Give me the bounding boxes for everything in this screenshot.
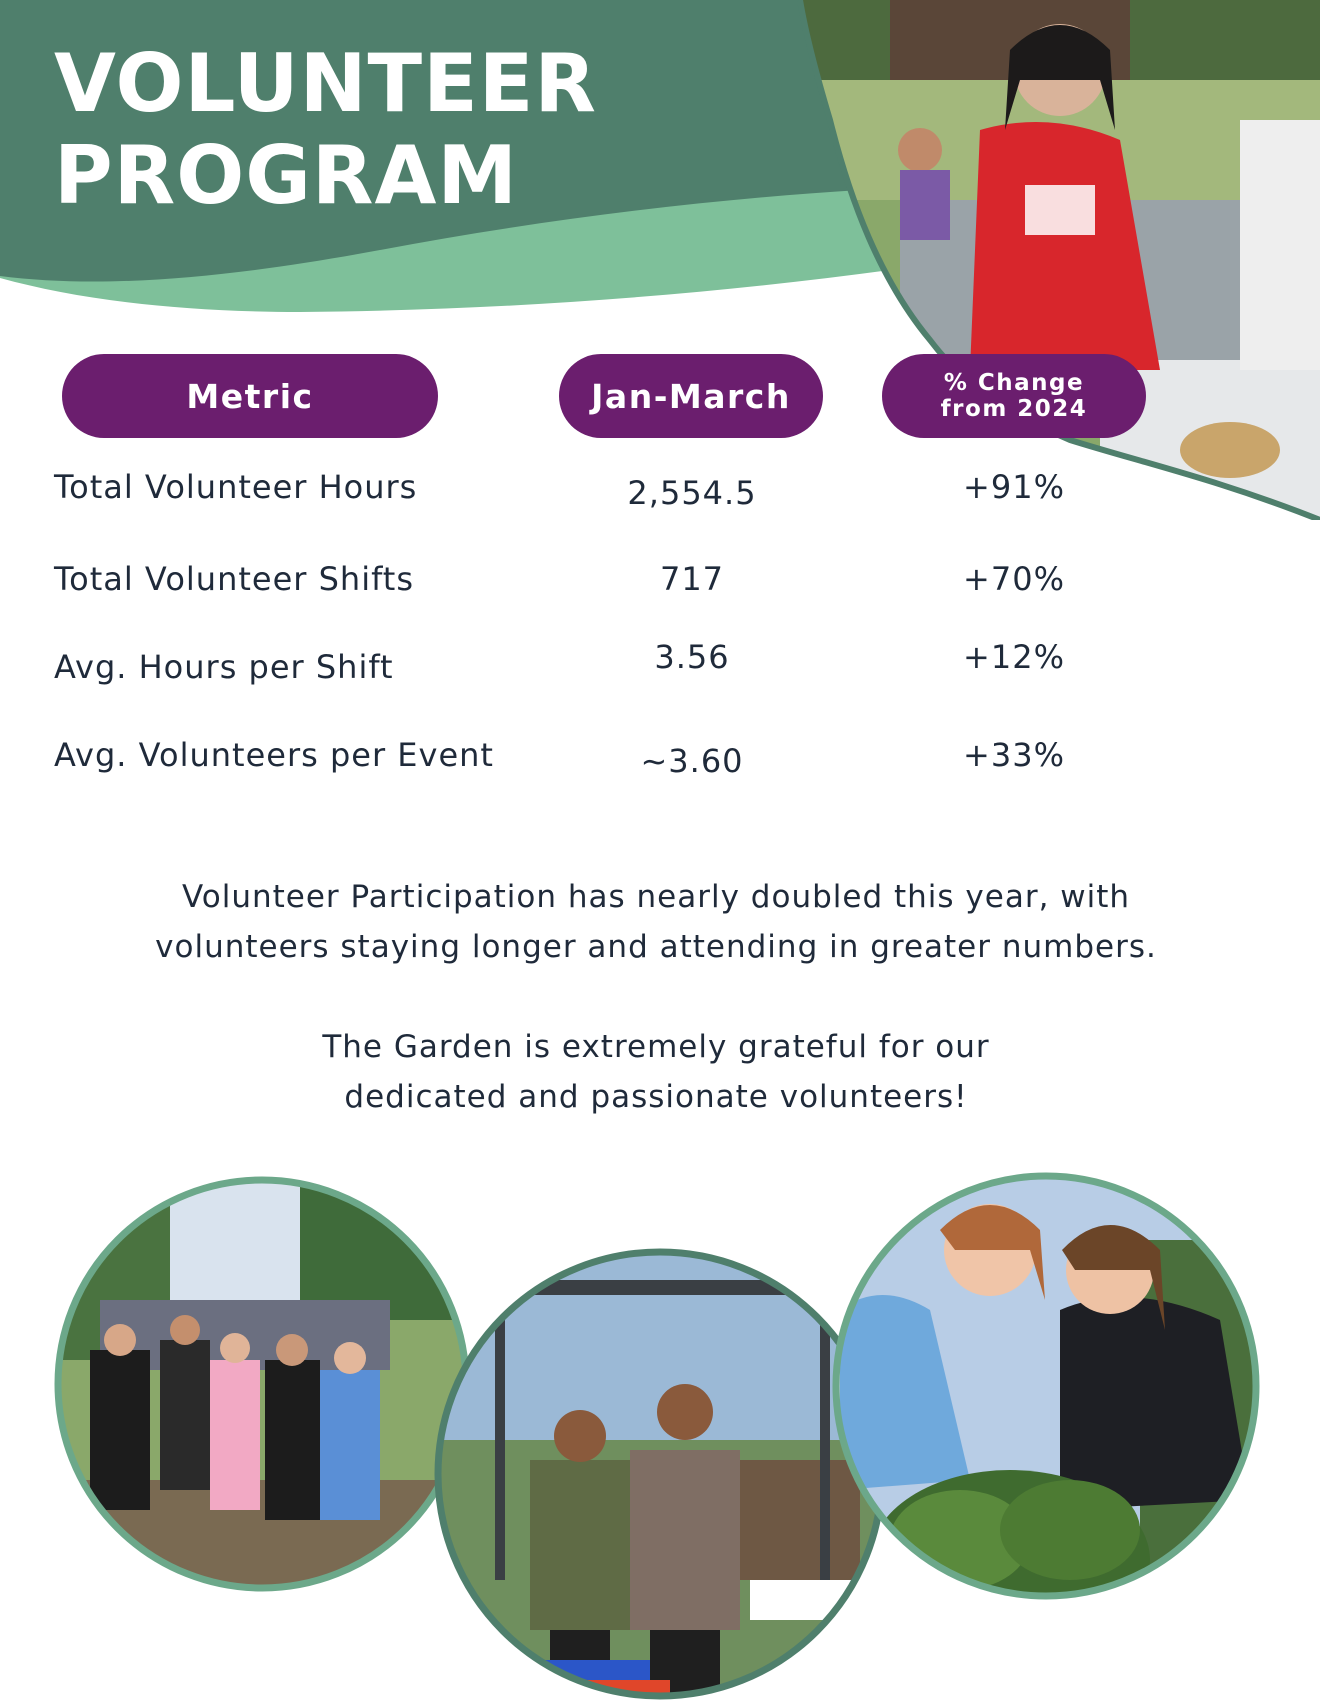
column-header-metric bbox=[62, 354, 438, 438]
summary-paragraph bbox=[0, 872, 1312, 972]
column-header-change-line-1: % Change bbox=[943, 370, 1085, 396]
row-change-value: +91% bbox=[963, 468, 1065, 506]
row-metric-label: Total Volunteer Hours bbox=[54, 468, 418, 506]
table-row bbox=[0, 736, 1320, 786]
gratitude-line-1: The Garden is extremely grateful for our bbox=[322, 1029, 990, 1065]
column-header-metric-label: Metric bbox=[186, 376, 314, 416]
row-metric-label: Avg. Hours per Shift bbox=[54, 648, 394, 686]
column-header-period bbox=[559, 354, 823, 438]
gratitude-line-2: dedicated and passionate volunteers! bbox=[344, 1079, 968, 1115]
top-right-photo bbox=[0, 0, 1320, 520]
plant-volunteers-photo bbox=[830, 1170, 1270, 1650]
row-metric-label: Total Volunteer Shifts bbox=[54, 560, 414, 598]
bottom-photo-collage bbox=[0, 1160, 1320, 1706]
column-header-period-label: Jan-March bbox=[591, 376, 791, 416]
title-line-1: VOLUNTEER bbox=[54, 37, 598, 130]
group-volunteers-photo bbox=[50, 1170, 480, 1610]
table-row bbox=[0, 468, 1320, 518]
summary-line-2: volunteers staying longer and attending in greater numbers. bbox=[155, 929, 1157, 965]
row-period-value: 2,554.5 bbox=[627, 474, 757, 512]
column-header-change-line-2: from 2024 bbox=[940, 396, 1088, 422]
title-line-2: PROGRAM bbox=[54, 129, 519, 222]
row-change-value: +70% bbox=[963, 560, 1065, 598]
row-metric-label: Avg. Volunteers per Event bbox=[54, 736, 494, 774]
column-header-change bbox=[882, 354, 1146, 438]
row-period-value: ~3.60 bbox=[640, 742, 744, 780]
row-change-value: +12% bbox=[963, 638, 1065, 676]
gratitude-paragraph bbox=[0, 1022, 1312, 1122]
row-period-value: 3.56 bbox=[654, 638, 730, 676]
row-period-value: 717 bbox=[659, 560, 725, 598]
row-change-value: +33% bbox=[963, 736, 1065, 774]
table-row bbox=[0, 560, 1320, 610]
arbor-volunteers-photo bbox=[430, 1250, 890, 1706]
table-row bbox=[0, 638, 1320, 698]
summary-line-1: Volunteer Participation has nearly doubled this year, with bbox=[181, 879, 1131, 915]
